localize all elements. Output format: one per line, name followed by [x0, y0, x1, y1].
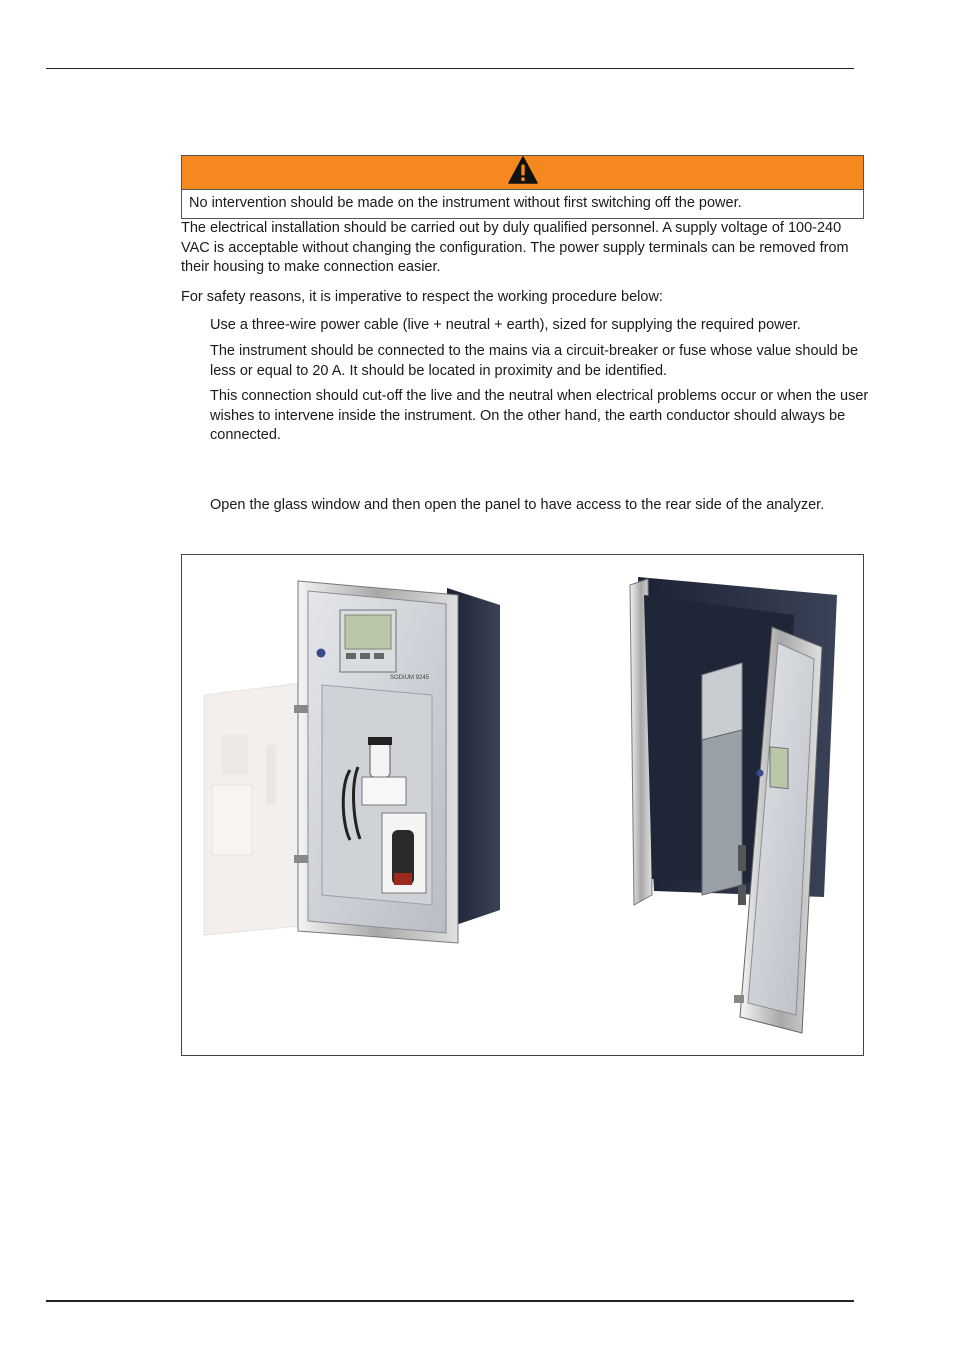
open-glass-window — [204, 683, 310, 935]
hinge — [294, 705, 308, 713]
warning-text: No intervention should be made on the instrument without first switching off the power. — [189, 195, 742, 211]
footer-rule — [46, 1300, 854, 1302]
model-label: SODIUM 9245 — [390, 675, 430, 681]
list-item: This connection should cut-off the live and the neutral when electrical problems occur or when the user wishes to intervene inside the instrument. On the other hand, the earth conductor should always be connected. — [210, 388, 869, 443]
paragraph-electrical-installation: The electrical installation should be carried out by duly qualified personnel. A supply voltage of 100-240 VAC is acceptable without changing the configuration. The power supply terminals can be removed from their housing to make connection easier. — [181, 220, 849, 275]
list-item: The instrument should be connected to the mains via a circuit-breaker or fuse whose value should be less or equal to 20 A. It should be located in proximity and be identified. — [210, 343, 859, 379]
procedure-step: Open the glass window and then open the panel to have access to the rear side of the analyzer. — [210, 497, 825, 513]
reagent-cylinder — [370, 743, 390, 777]
list-item: Use a three-wire power cable (live + neutral + earth), sized for supplying the required power. — [210, 317, 801, 333]
analyzer-illustration — [182, 555, 863, 1055]
warning-header — [182, 156, 863, 190]
hinge — [294, 855, 308, 863]
analyzer-figure — [181, 554, 864, 1056]
paragraph-safety-procedure: For safety reasons, it is imperative to respect the working procedure below: — [181, 289, 663, 305]
warning-triangle-icon — [508, 156, 538, 189]
header-rule — [46, 68, 854, 69]
warning-box — [181, 155, 864, 219]
